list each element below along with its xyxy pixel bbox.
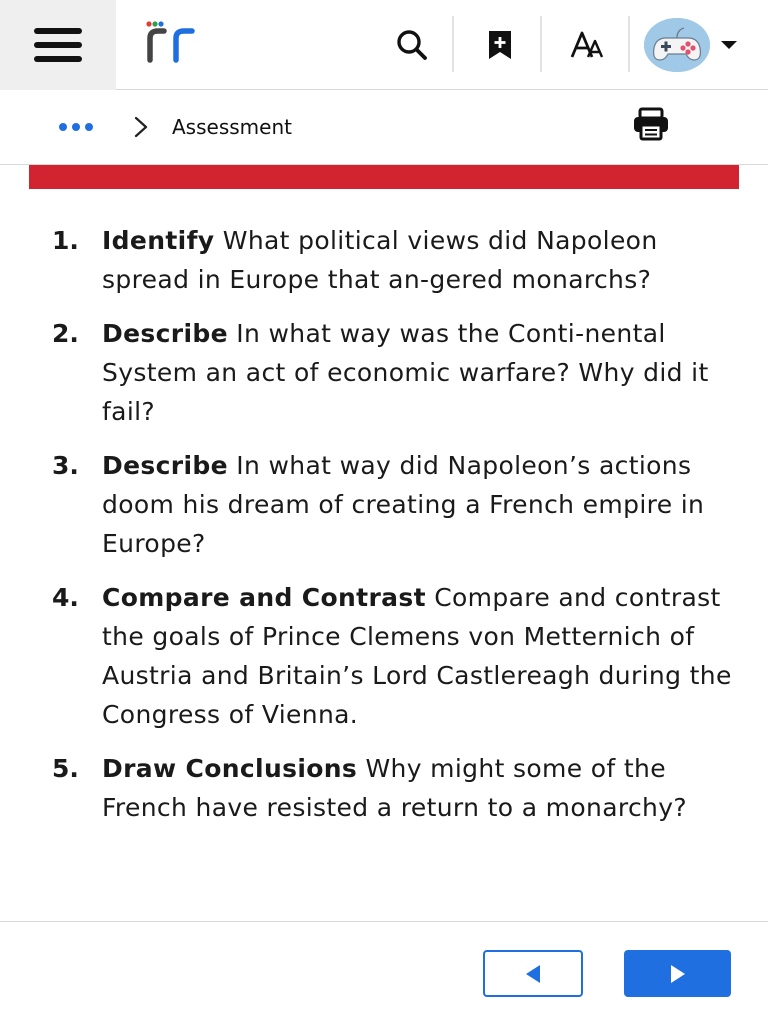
question-item <box>52 446 742 563</box>
question-text <box>102 446 742 563</box>
hamburger-menu-icon <box>34 28 82 62</box>
search-button[interactable] <box>372 0 452 90</box>
triangle-right-icon <box>669 964 687 984</box>
question-body: In what way did Napoleon’s actions doom his dream of creating a French empire in Europe? <box>102 451 705 558</box>
question-number: 3. <box>52 451 79 480</box>
question-keyword: Compare and Contrast <box>102 583 426 612</box>
menu-button[interactable] <box>0 0 116 90</box>
question-keyword: Describe <box>102 451 228 480</box>
question-item <box>52 578 742 734</box>
question-keyword: Identify <box>102 226 215 255</box>
print-icon <box>631 107 671 141</box>
next-page-button[interactable] <box>624 950 731 997</box>
question-number: 2. <box>52 319 79 348</box>
question-body: What political views did Napoleon spread in Europe that an-gered monarchs? <box>102 226 658 294</box>
section-header-bar <box>29 165 739 189</box>
gamepad-avatar-icon <box>644 18 710 72</box>
breadcrumb-current: Assessment <box>172 115 292 139</box>
triangle-left-icon <box>524 964 542 984</box>
question-number: 4. <box>52 583 79 612</box>
breadcrumb-more-button[interactable] <box>52 112 100 142</box>
question-item <box>52 749 742 827</box>
question-body: Why might some of the French have resisted a return to a monarchy? <box>102 754 688 822</box>
page-navigation <box>0 921 768 1024</box>
account-menu[interactable] <box>644 14 754 76</box>
question-number: 5. <box>52 754 79 783</box>
toolbar-divider <box>628 16 630 72</box>
assessment-content <box>0 189 768 921</box>
font-size-button[interactable] <box>548 0 628 90</box>
ellipsis-icon <box>59 123 67 131</box>
question-text <box>102 578 742 734</box>
breadcrumb <box>0 90 768 165</box>
question-keyword: Describe <box>102 319 228 348</box>
question-keyword: Draw Conclusions <box>102 754 358 783</box>
print-button[interactable] <box>628 104 674 144</box>
previous-page-button[interactable] <box>483 950 583 997</box>
toolbar-divider <box>452 16 454 72</box>
question-body: Compare and contrast the goals of Prince Clemens von Metternich of Austria and Britain’s Lord Castlereagh during the Congress of Vienna. <box>102 583 732 729</box>
chevron-right-icon <box>130 112 152 142</box>
question-text <box>102 221 742 299</box>
search-icon <box>395 28 429 62</box>
question-item <box>52 221 742 299</box>
chevron-down-icon <box>720 39 738 51</box>
question-number: 1. <box>52 226 79 255</box>
toolbar-divider <box>540 16 542 72</box>
question-item <box>52 314 742 431</box>
add-bookmark-icon <box>486 29 514 61</box>
top-toolbar <box>0 0 768 90</box>
question-text <box>102 314 742 431</box>
question-list <box>52 221 742 842</box>
bookmark-button[interactable] <box>460 0 540 90</box>
question-text <box>102 749 742 827</box>
readerapp-logo-icon[interactable] <box>142 18 212 66</box>
question-body: In what way was the Conti-nental System an act of economic warfare? Why did it fail? <box>102 319 709 426</box>
font-size-icon <box>570 30 606 60</box>
